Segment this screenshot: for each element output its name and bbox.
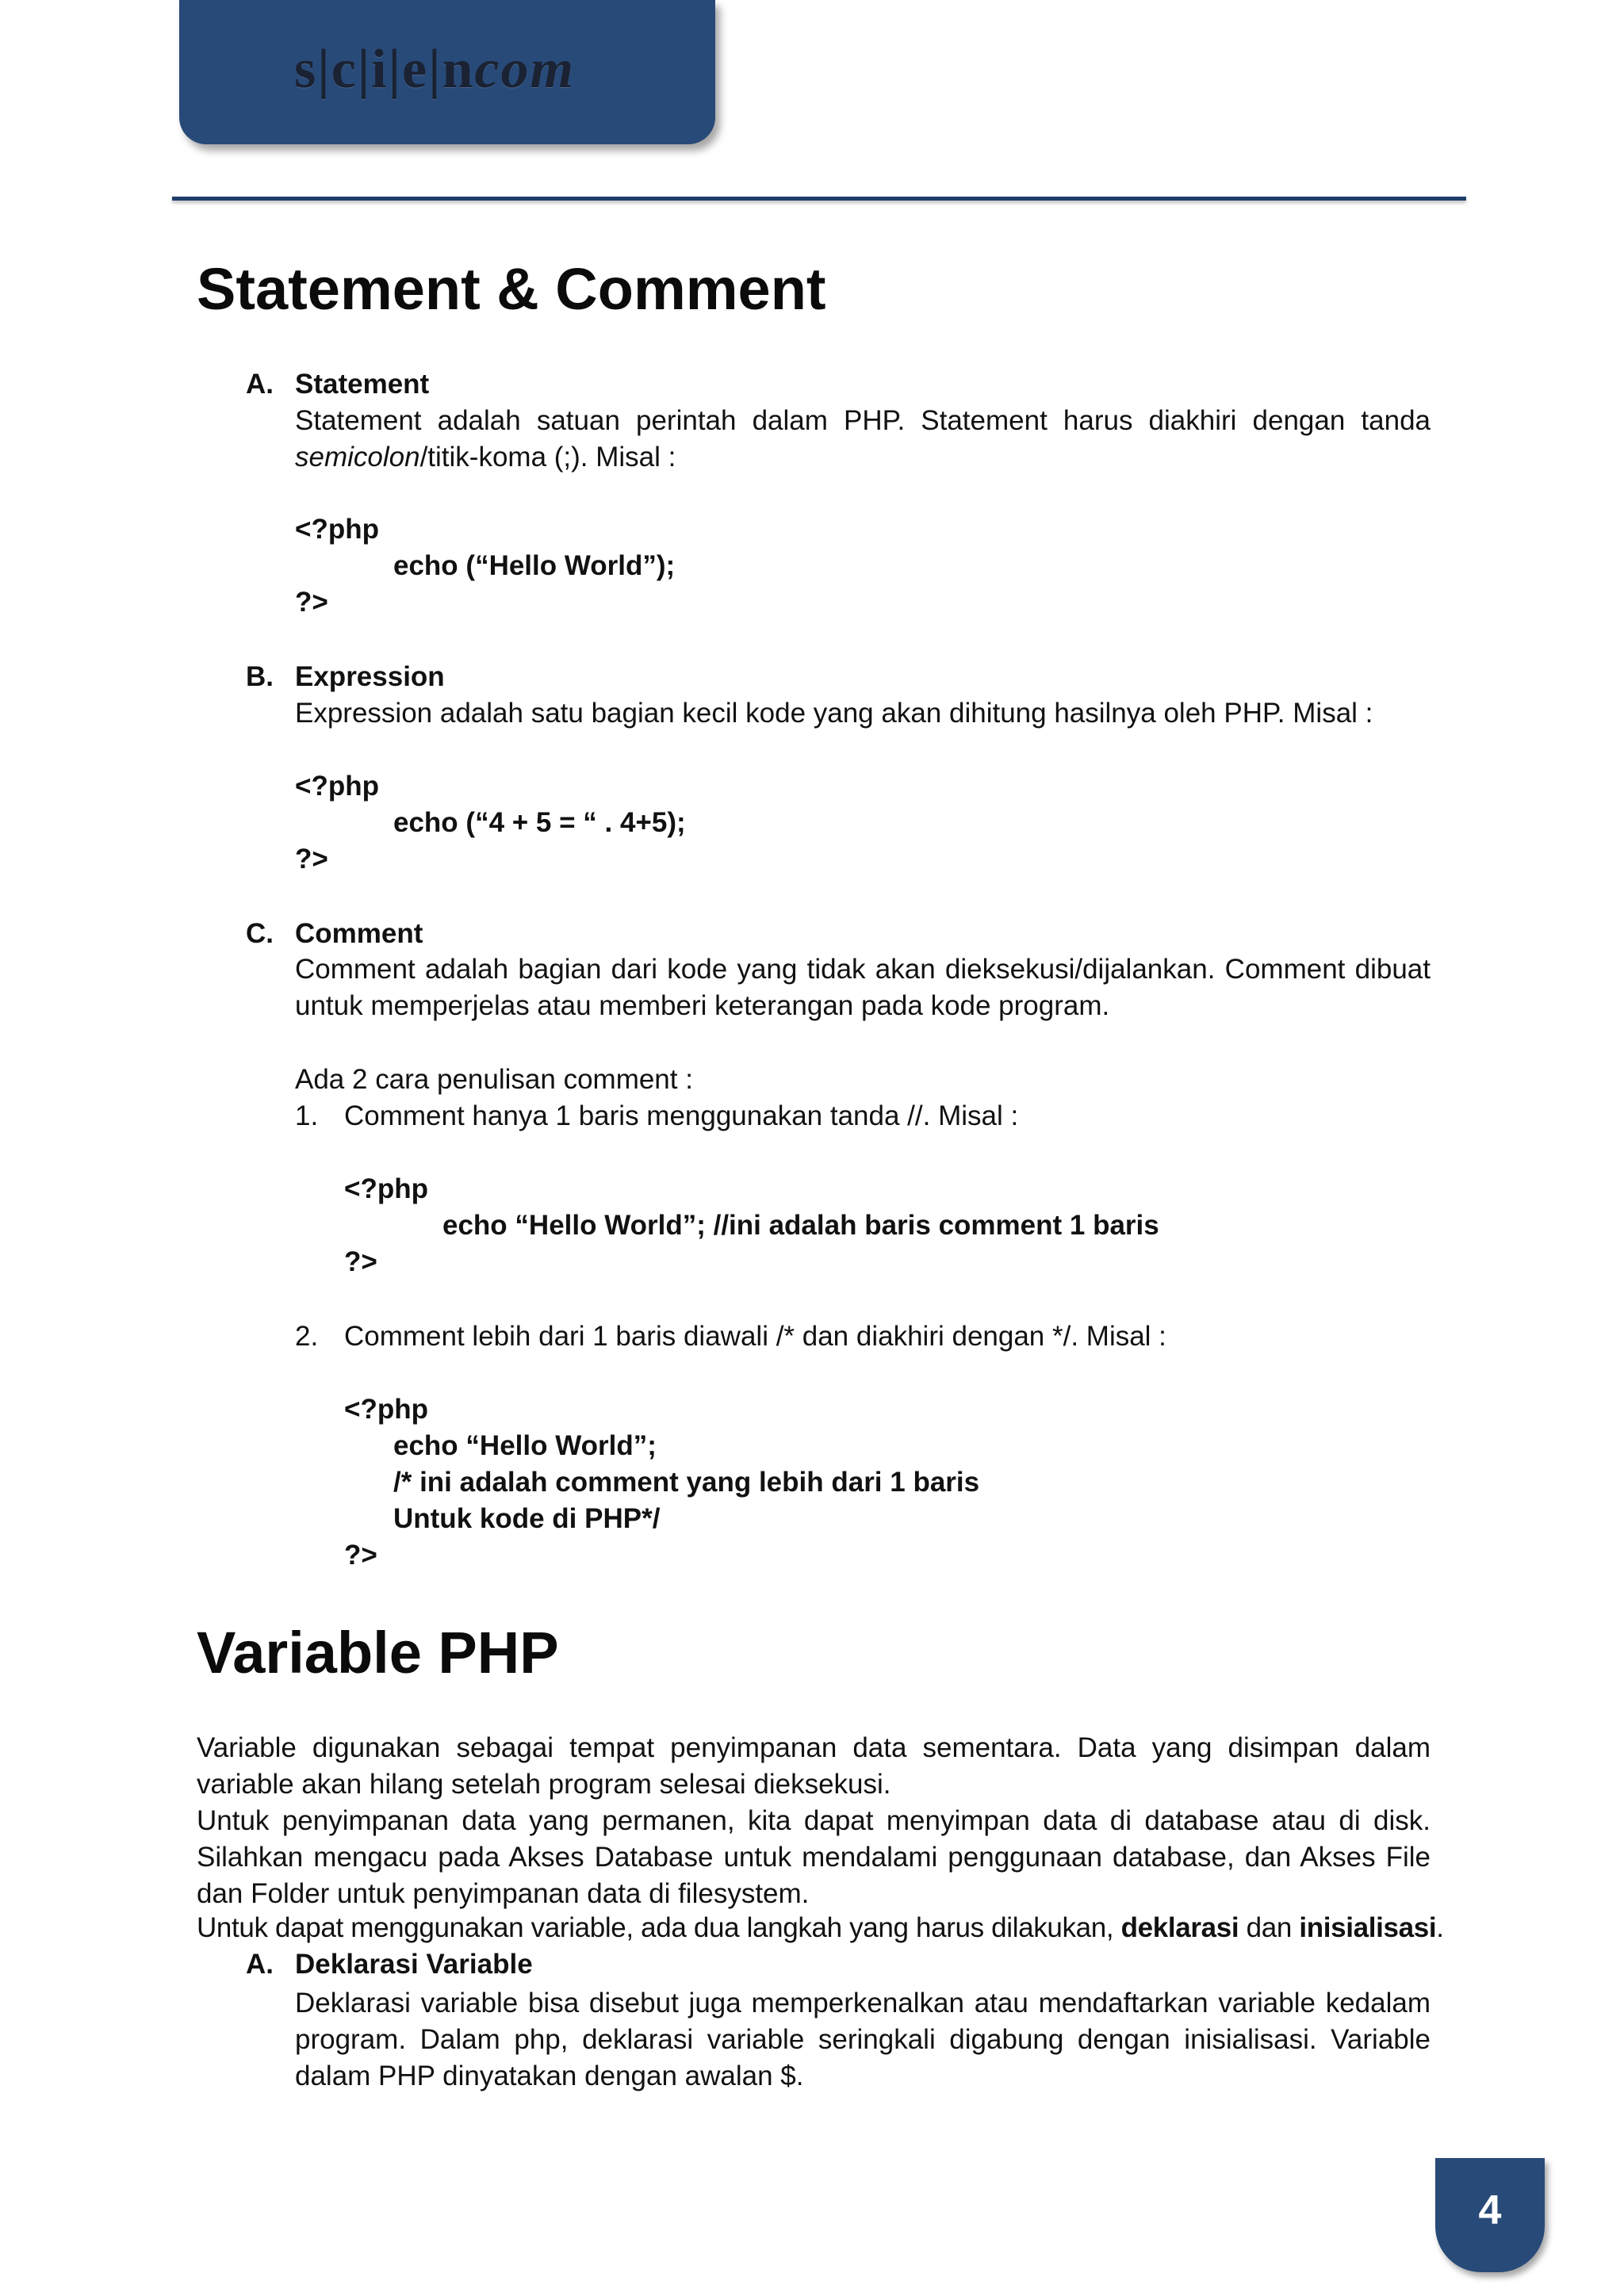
variable-paragraph-2: Untuk penyimpanan data yang permanen, kita dapat menyimpan data di database atau di disk. Silahkan mengacu pada Akses Database untuk mendalami penggunaan database, dan Akses File dan Folder untuk penyimpanan data di filesystem. <box>197 1805 1431 1909</box>
section-c-title: Comment <box>295 918 423 949</box>
p3-text-mid: dan <box>1239 1912 1300 1943</box>
code-line: echo (“4 + 5 = “ . 4+5); <box>393 807 686 838</box>
code-line: echo (“Hello World”); <box>393 550 676 581</box>
section-b-letter: B. <box>246 661 274 692</box>
code-line: <?php <box>344 1394 428 1425</box>
code-line: ?> <box>295 587 328 618</box>
section-a-italic: semicolon <box>295 442 420 473</box>
code-line: <?php <box>295 514 379 545</box>
section-b-title: Expression <box>295 661 445 692</box>
p3-bold-inisialisasi: inisialisasi <box>1299 1912 1437 1943</box>
list-item-number: 2. <box>295 1321 319 1352</box>
section-c-paragraph: Comment adalah bagian dari kode yang tidak akan dieksekusi/dijalankan. Comment dibuat untuk memperjelas atau memberi keterangan pada kode program. <box>295 954 1431 1021</box>
header-logo-tab <box>179 0 715 144</box>
heading-statement-comment: Statement & Comment <box>197 256 826 322</box>
code-line: echo “Hello World”; <box>393 1430 657 1461</box>
logo-tail: com <box>474 39 575 100</box>
section-a-text: Statement adalah satuan perintah dalam PHP. Statement harus diakhiri dengan tanda <box>295 405 1431 436</box>
variable-section-a-paragraph: Deklarasi variable bisa disebut juga memperkenalkan atau mendaftarkan variable kedalam program. Dalam php, deklarasi variable seringkali digabung dengan inisialisasi. Variable dalam PHP dinyatakan dengan awalan $. <box>295 1988 1431 2091</box>
p3-bold-deklarasi: deklarasi <box>1120 1912 1239 1943</box>
section-a-paragraph <box>295 403 1431 476</box>
p3-text: Untuk dapat menggunakan variable, ada dua langkah yang harus dilakukan, <box>197 1912 1121 1943</box>
page-number: 4 <box>1478 2187 1502 2233</box>
variable-paragraph-1: Variable digunakan sebagai tempat penyimpanan data sementara. Data yang disimpan dalam variable akan hilang setelah program selesai dieksekusi. <box>197 1732 1431 1800</box>
code-line: ?> <box>295 844 328 874</box>
code-line: Untuk kode di PHP*/ <box>393 1503 661 1534</box>
section-a-title: Statement <box>295 369 430 400</box>
section-a-letter: A. <box>246 369 274 400</box>
variable-section-a-title: Deklarasi Variable <box>295 1949 533 1980</box>
code-line: ?> <box>344 1246 377 1277</box>
heading-variable-php: Variable PHP <box>197 1620 559 1686</box>
section-a-text-rest: /titik-koma (;). Misal : <box>419 442 676 473</box>
code-line: /* ini adalah comment yang lebih dari 1 baris <box>393 1467 980 1498</box>
page-number-badge <box>1435 2158 1545 2272</box>
logo-main: s|c|i|e|n <box>294 39 475 100</box>
comment-ways-intro: Ada 2 cara penulisan comment : <box>295 1064 693 1095</box>
list-item-number: 1. <box>295 1100 319 1131</box>
code-line: <?php <box>344 1173 428 1204</box>
variable-paragraph-3 <box>197 1912 1444 1944</box>
section-c-letter: C. <box>246 918 274 949</box>
list-item-text: Comment hanya 1 baris menggunakan tanda //. Misal : <box>344 1100 1019 1131</box>
section-b-paragraph: Expression adalah satu bagian kecil kode yang akan dihitung hasilnya oleh PHP. Misal : <box>295 698 1373 729</box>
list-item-text: Comment lebih dari 1 baris diawali /* dan diakhiri dengan */. Misal : <box>344 1321 1166 1352</box>
code-line: echo “Hello World”; //ini adalah baris comment 1 baris <box>442 1210 1159 1241</box>
p3-text-end: . <box>1436 1912 1444 1943</box>
header-rule <box>172 197 1466 201</box>
logo <box>294 38 575 101</box>
variable-section-a-letter: A. <box>246 1949 274 1980</box>
code-line: ?> <box>344 1540 377 1571</box>
code-line: <?php <box>295 771 379 802</box>
